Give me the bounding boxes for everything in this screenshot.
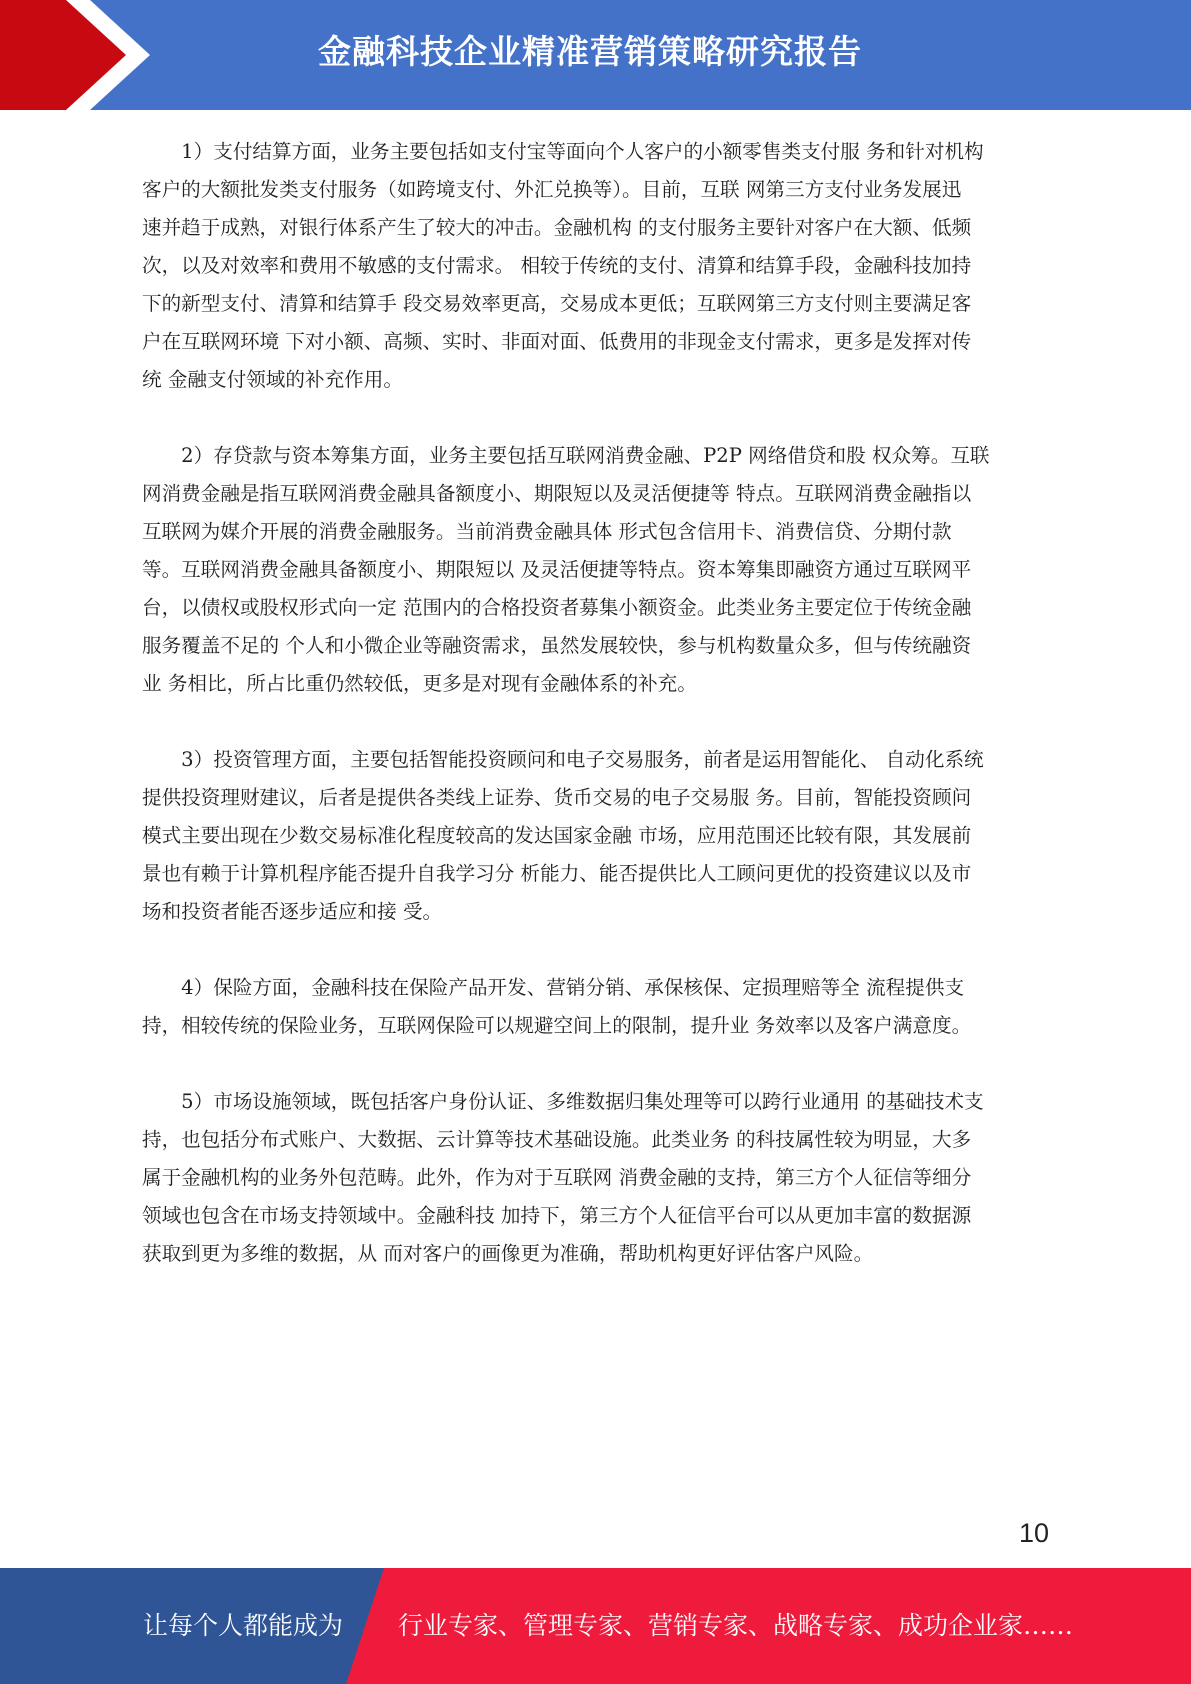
text-line: 景也有赖于计算机程序能否提升自我学习分 析能力、能否提供比人工顾问更优的投资建议以及市 bbox=[142, 862, 972, 885]
text-line: 4）保险方面，金融科技在保险产品开发、营销分销、承保核保、定损理赔等全 流程提供支 bbox=[142, 976, 965, 999]
text-line: 持，相较传统的保险业务，互联网保险可以规避空间上的限制，提升业 务效率以及客户满意度。 bbox=[142, 1014, 972, 1037]
paragraph-market-infrastructure bbox=[142, 1083, 1048, 1273]
text-line: 统 金融支付领域的补充作用。 bbox=[142, 368, 403, 391]
text-line: 模式主要出现在少数交易标准化程度较高的发达国家金融 市场，应用范围还比较有限，其发展前 bbox=[142, 824, 972, 847]
text-line: 服务覆盖不足的 个人和小微企业等融资需求，虽然发展较快，参与机构数量众多，但与传统融资 bbox=[142, 634, 972, 657]
text-line: 网消费金融是指互联网消费金融具备额度小、期限短以及灵活便捷等 特点。互联网消费金融指以 bbox=[142, 482, 972, 505]
page-footer bbox=[0, 1568, 1191, 1684]
text-line: 2）存贷款与资本筹集方面，业务主要包括互联网消费金融、P2P 网络借贷和股 权众筹。互联 bbox=[142, 444, 990, 467]
paragraph-deposit-lending bbox=[142, 437, 1048, 703]
text-line: 业 务相比，所占比重仍然较低，更多是对现有金融体系的补充。 bbox=[142, 672, 697, 695]
text-line: 1）支付结算方面，业务主要包括如支付宝等面向个人客户的小额零售类支付服 务和针对机构 bbox=[142, 140, 984, 163]
page-number: 10 bbox=[1018, 1518, 1049, 1548]
text-line: 获取到更为多维的数据，从 而对客户的画像更为准确，帮助机构更好评估客户风险。 bbox=[142, 1242, 874, 1265]
text-line: 下的新型支付、清算和结算手 段交易效率更高，交易成本更低；互联网第三方支付则主要满足客 bbox=[142, 292, 972, 315]
text-line: 领域也包含在市场支持领域中。金融科技 加持下，第三方个人征信平台可以从更加丰富的数据源 bbox=[142, 1204, 972, 1227]
text-line: 提供投资理财建议，后者是提供各类线上证券、货币交易的电子交易服 务。目前，智能投资顾问 bbox=[142, 786, 972, 809]
text-line: 3）投资管理方面，主要包括智能投资顾问和电子交易服务，前者是运用智能化、 自动化系统 bbox=[142, 748, 984, 771]
page-title: 金融科技企业精准营销策略研究报告 bbox=[318, 32, 862, 71]
text-line: 等。互联网消费金融具备额度小、期限短以 及灵活便捷等特点。资本筹集即融资方通过互联网平 bbox=[142, 558, 972, 581]
paragraph-insurance bbox=[142, 969, 1048, 1045]
footer-slogan-left: 让每个人都能成为 bbox=[143, 1611, 344, 1640]
text-line: 户在互联网环境 下对小额、高频、实时、非面对面、低费用的非现金支付需求，更多是发挥对传 bbox=[142, 330, 972, 353]
paragraph-payment-settlement bbox=[142, 133, 1048, 399]
text-line: 台，以债权或股权形式向一定 范围内的合格投资者募集小额资金。此类业务主要定位于传统金融 bbox=[142, 596, 972, 619]
paragraph-investment-management bbox=[142, 741, 1048, 931]
text-line: 场和投资者能否逐步适应和接 受。 bbox=[142, 900, 443, 923]
footer-slogan-right: 行业专家、管理专家、营销专家、战略专家、成功企业家…… bbox=[398, 1611, 1074, 1640]
report-body bbox=[142, 133, 1048, 1311]
text-line: 速并趋于成熟，对银行体系产生了较大的冲击。金融机构 的支付服务主要针对客户在大额、低频 bbox=[142, 216, 972, 239]
text-line: 次，以及对效率和费用不敏感的支付需求。 相较于传统的支付、清算和结算手段，金融科技加持 bbox=[142, 254, 972, 277]
text-line: 客户的大额批发类支付服务（如跨境支付、外汇兑换等）。目前，互联 网第三方支付业务发展迅 bbox=[142, 178, 962, 201]
page-header bbox=[0, 0, 1191, 110]
text-line: 属于金融机构的业务外包范畴。此外，作为对于互联网 消费金融的支持，第三方个人征信等细分 bbox=[142, 1166, 972, 1189]
text-line: 5）市场设施领域，既包括客户身份认证、多维数据归集处理等可以跨行业通用 的基础技术支 bbox=[142, 1090, 984, 1113]
text-line: 互联网为媒介开展的消费金融服务。当前消费金融具体 形式包含信用卡、消费信贷、分期付款 bbox=[142, 520, 952, 543]
text-line: 持，也包括分布式账户、大数据、云计算等技术基础设施。此类业务 的科技属性较为明显，大多 bbox=[142, 1128, 972, 1151]
